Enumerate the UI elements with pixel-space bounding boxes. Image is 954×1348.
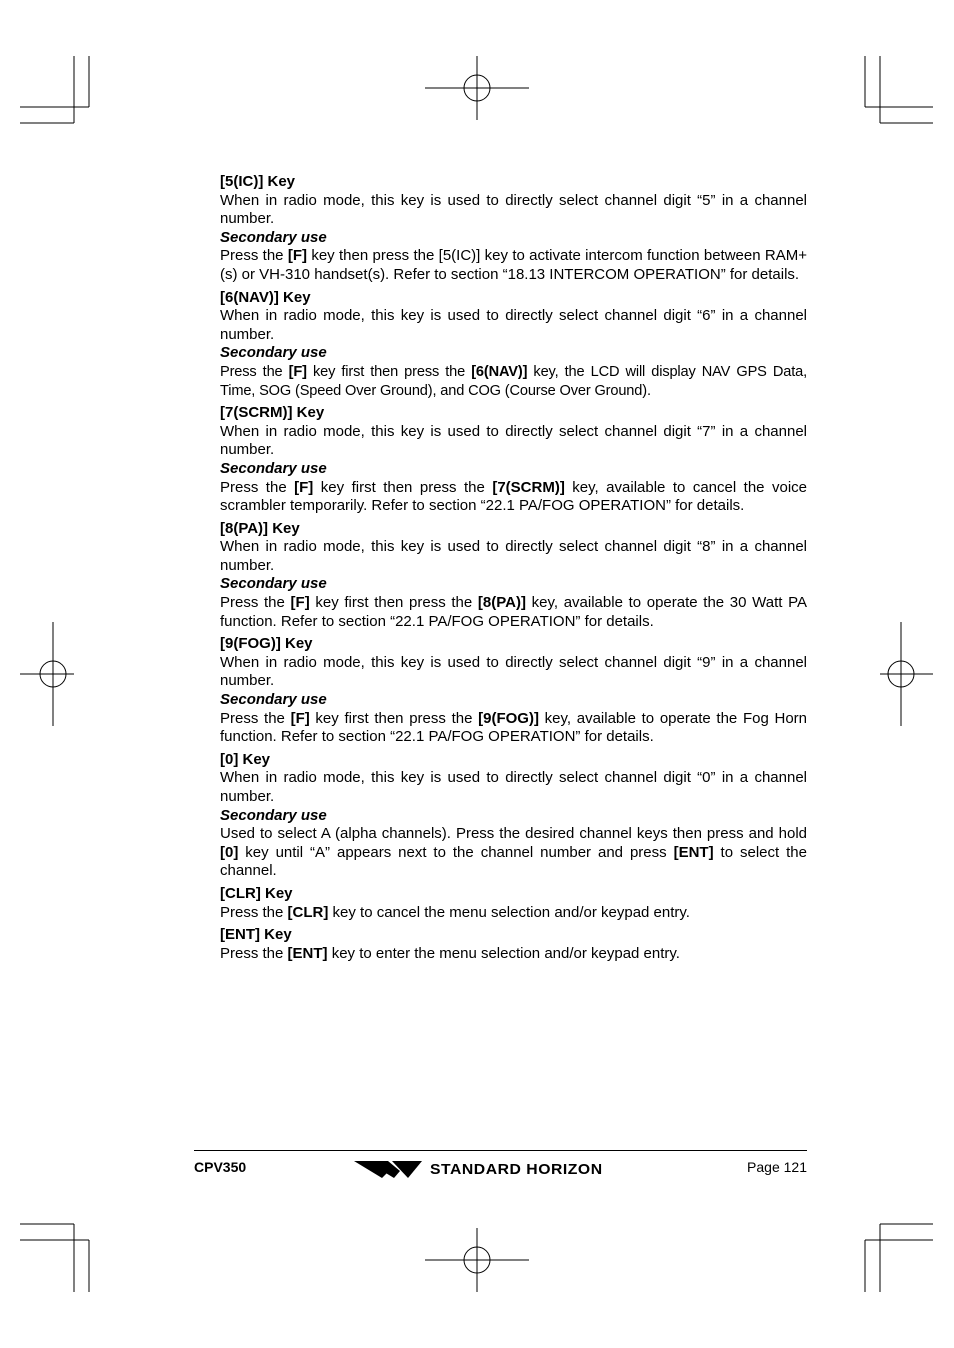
key-description (220, 904, 807, 923)
secondary-description (220, 825, 807, 881)
text-run: key then press the [5(IC)] key to activate intercom function between RAM+(s) or VH-310 handset(s). Refer to section “18.13 INTERCOM OPERATION” for details. (220, 247, 807, 283)
secondary-use-label: Secondary use (220, 459, 327, 477)
key-name: [F] (290, 594, 310, 612)
key-name: [ENT] (287, 944, 328, 962)
primary-description: When in radio mode, this key is used to directly select channel digit “9” in a channel number. (220, 653, 807, 690)
text-run: to select the channel. (220, 843, 807, 880)
section-heading: [CLR] Key (220, 884, 293, 902)
section-heading: [6(NAV)] Key (220, 288, 311, 306)
text-run: key, the LCD will display NAV GPS Data, Time, SOG (Speed Over Ground), and COG (Course Over Ground). (220, 363, 807, 399)
secondary-description (220, 363, 807, 400)
text-run: Press the (220, 709, 291, 727)
text-run: Press the (220, 903, 288, 921)
text-run: key first then press the (313, 478, 493, 496)
secondary-use-label: Secondary use (220, 806, 327, 824)
key-name: [8(PA)] (477, 594, 526, 612)
text-run: Press the (220, 247, 288, 265)
section-heading: [5(IC)] Key (220, 173, 296, 190)
section-heading: [9(FOG)] Key (220, 635, 313, 653)
text-run: key, available to operate the 30 Watt PA function. Refer to section “22.1 PA/FOG OPERATION” for details. (220, 594, 807, 630)
text-run: key to enter the menu selection and/or keypad entry. (327, 944, 680, 962)
key-name: [ENT] (673, 843, 714, 861)
key-section (220, 404, 807, 516)
key-name: [7(SCRM)] (492, 478, 565, 496)
text-run: key, available to cancel the voice scrambler temporarily. Refer to section “22.1 PA/FOG OPERATION” for details. (220, 478, 807, 515)
text-run: Used to select A (alpha channels). Press the desired channel keys then press and hold (220, 825, 807, 843)
secondary-use-label: Secondary use (220, 691, 327, 709)
key-name: [F] (288, 363, 307, 380)
primary-description: When in radio mode, this key is used to directly select channel digit “5” in a channel number. (220, 191, 807, 228)
key-description (220, 945, 807, 964)
key-name: [F] (290, 709, 310, 727)
text-run: Press the (220, 944, 288, 962)
model-name: CPV350 (194, 1159, 247, 1175)
footer-rule (194, 1150, 807, 1151)
key-section (220, 289, 807, 401)
secondary-description (220, 479, 807, 516)
key-section (220, 926, 807, 963)
page-number: Page 121 (747, 1159, 807, 1175)
text-run: Press the (220, 478, 295, 496)
secondary-description (220, 710, 807, 747)
section-heading: [ENT] Key (220, 926, 292, 944)
text-run: key first then press the (309, 594, 478, 612)
secondary-use-label: Secondary use (220, 228, 327, 246)
text-run: key until “A” appears next to the channel number and press (238, 843, 674, 861)
key-section (220, 751, 807, 881)
text-run: key first then press the (306, 363, 472, 380)
manual-content (220, 173, 807, 967)
section-heading: [7(SCRM)] Key (220, 404, 325, 422)
key-name: [F] (287, 247, 307, 265)
text-run: key first then press the (309, 709, 479, 727)
primary-description: When in radio mode, this key is used to directly select channel digit “8” in a channel number. (220, 538, 807, 574)
secondary-use-label: Secondary use (220, 575, 327, 593)
key-name: [F] (294, 478, 314, 496)
brand-mark-icon (352, 1158, 424, 1180)
primary-description: When in radio mode, this key is used to directly select channel digit “6” in a channel number. (220, 307, 807, 343)
primary-description: When in radio mode, this key is used to directly select channel digit “0” in a channel number. (220, 769, 807, 805)
key-section (220, 885, 807, 922)
key-section (220, 635, 807, 747)
section-heading: [8(PA)] Key (220, 519, 300, 537)
text-run: Press the (220, 594, 291, 612)
secondary-description (220, 594, 807, 631)
text-run: key to cancel the menu selection and/or keypad entry. (328, 903, 690, 921)
secondary-use-label: Secondary use (220, 344, 327, 362)
secondary-description (220, 247, 807, 284)
text-run: key, available to operate the Fog Horn function. Refer to section “22.1 PA/FOG OPERATION” for details. (220, 709, 807, 746)
key-name: [6(NAV)] (471, 363, 528, 380)
brand-name: STANDARD HORIZON (430, 1160, 603, 1178)
key-name: [9(FOG)] (478, 709, 539, 727)
text-run: Press the (220, 363, 289, 380)
primary-description: When in radio mode, this key is used to directly select channel digit “7” in a channel number. (220, 422, 807, 459)
key-name: [0] (220, 843, 239, 861)
key-section (220, 520, 807, 632)
key-section (220, 173, 807, 285)
brand-logo (352, 1158, 603, 1180)
section-heading: [0] Key (220, 750, 271, 768)
key-name: [CLR] (287, 903, 329, 921)
